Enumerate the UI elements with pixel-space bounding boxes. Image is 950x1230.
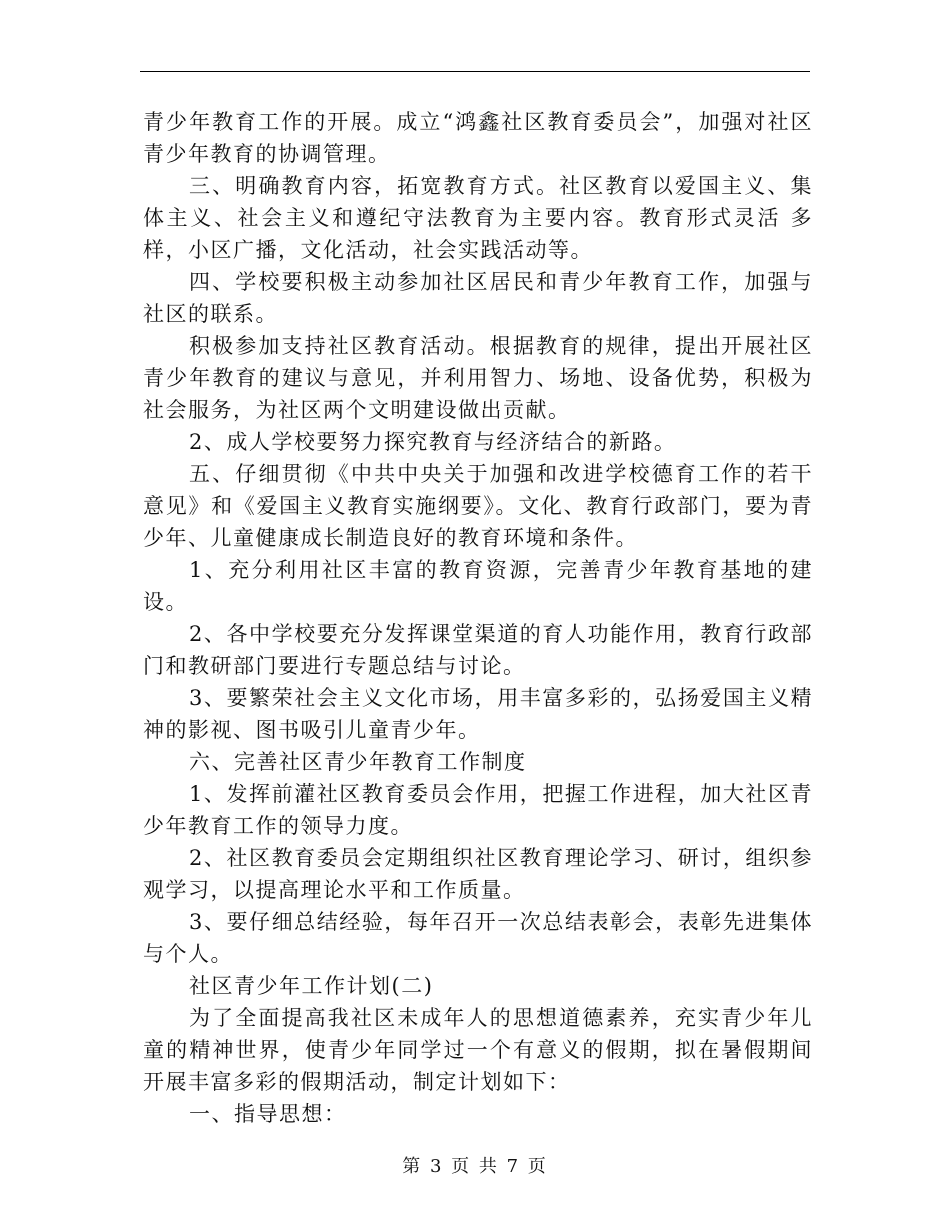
paragraph: 积极参加支持社区教育活动。根据教育的规律，提出开展社区青少年教育的建议与意见，并利用智力、场地、设备优势，积极为社会服务，为社区两个文明建设做出贡献。 bbox=[143, 334, 813, 422]
paragraph: 四、学校要积极主动参加社区居民和青少年教育工作，加强与社区的联系。 bbox=[143, 270, 813, 326]
section-heading: 一、指导思想： bbox=[189, 1102, 347, 1126]
page-number: 第 3 页 共 7 页 bbox=[402, 1156, 548, 1177]
paragraph: 为了全面提高我社区未成年人的思想道德素养，充实青少年儿童的精神世界，使青少年同学过一个有意义的假期，拟在暑假期间开展丰富多彩的假期活动，制定计划如下： bbox=[143, 1006, 813, 1094]
paragraph: 3、要繁荣社会主义文化市场，用丰富多彩的，弘扬爱国主义精神的影视、图书吸引儿童青少年。 bbox=[143, 686, 813, 742]
paragraph: 1、发挥前灌社区教育委员会作用，把握工作进程，加大社区青少年教育工作的领导力度。 bbox=[143, 782, 813, 838]
section-heading: 六、完善社区青少年教育工作制度 bbox=[189, 750, 527, 774]
header-rule bbox=[140, 71, 810, 72]
paragraph: 青少年教育工作的开展。成立“鸿鑫社区教育委员会”，加强对社区青少年教育的协调管理。 bbox=[143, 110, 813, 166]
document-body bbox=[143, 106, 813, 1130]
paragraph: 2、社区教育委员会定期组织社区教育理论学习、研讨，组织参观学习，以提高理论水平和工作质量。 bbox=[143, 846, 813, 902]
paragraph: 3、要仔细总结经验，每年召开一次总结表彰会，表彰先进集体与个人。 bbox=[143, 910, 813, 966]
paragraph: 五、仔细贯彻《中共中央关于加强和改进学校德育工作的若干意见》和《爱国主义教育实施纲要》。文化、教育行政部门，要为青少年、儿童健康成长制造良好的教育环境和条件。 bbox=[143, 462, 813, 550]
section-heading: 社区青少年工作计划(二) bbox=[189, 974, 434, 998]
paragraph: 2、成人学校要努力探究教育与经济结合的新路。 bbox=[189, 430, 677, 454]
paragraph: 1、充分利用社区丰富的教育资源，完善青少年教育基地的建设。 bbox=[143, 558, 813, 614]
paragraph: 2、各中学校要充分发挥课堂渠道的育人功能作用，教育行政部门和教研部门要进行专题总结与讨论。 bbox=[143, 622, 813, 678]
paragraph: 三、明确教育内容，拓宽教育方式。社区教育以爱国主义、集体主义、社会主义和遵纪守法教育为主要内容。教育形式灵活 多样，小区广播，文化活动，社会实践活动等。 bbox=[143, 174, 813, 262]
